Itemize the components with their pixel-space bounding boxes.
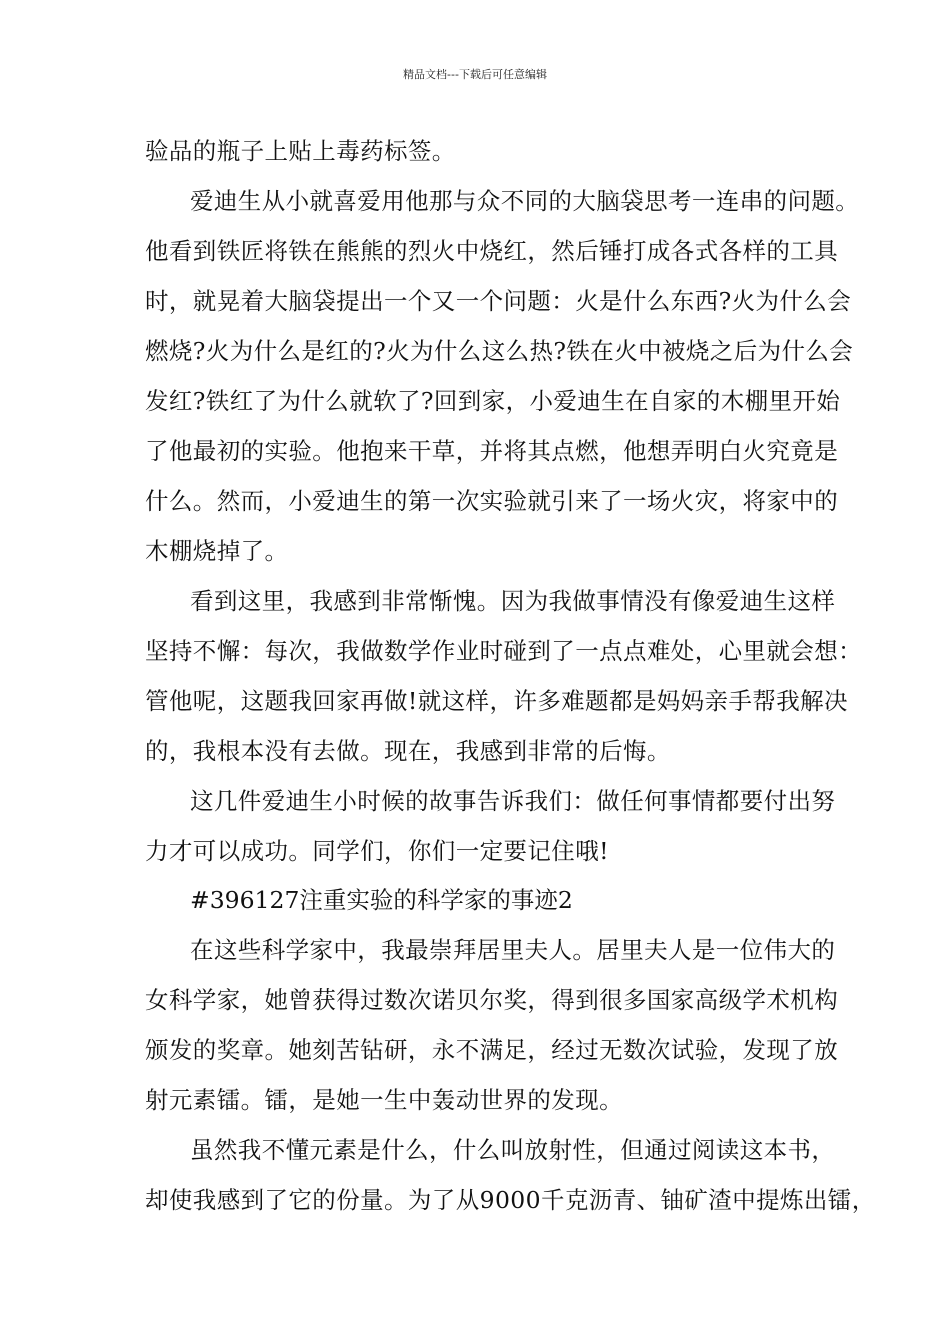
text-line: 什么。然而，小爱迪生的第一次实验就引来了一场火灾，将家中的 xyxy=(145,487,839,515)
text-line: 管他呢，这题我回家再做!就这样，许多难题都是妈妈亲手帮我解决 xyxy=(145,687,848,715)
text-line: 时，就晃着大脑袋提出一个又一个问题：火是什么东西?火为什么会 xyxy=(145,287,852,315)
text-line: 的，我根本没有去做。现在，我感到非常的后悔。 xyxy=(145,737,671,765)
text-line: 木棚烧掉了。 xyxy=(145,537,289,565)
text-line: 颁发的奖章。她刻苦钻研，永不满足，经过无数次试验，发现了放 xyxy=(145,1036,839,1064)
text-line: 却使我感到了它的份量。为了从9000千克沥青、铀矿渣中提炼出镭， xyxy=(145,1186,876,1214)
page-header: 精品文档---下载后可任意编辑 xyxy=(403,68,547,81)
text-line: 他看到铁匠将铁在熊熊的烈火中烧红，然后锤打成各式各样的工具 xyxy=(145,237,839,265)
paragraph-first-line: 虽然我不懂元素是什么，什么叫放射性，但通过阅读这本书， xyxy=(190,1136,836,1164)
paragraph-first-line: 在这些科学家中，我最崇拜居里夫人。居里夫人是一位伟大的 xyxy=(190,936,836,964)
paragraph-first-line: 看到这里，我感到非常惭愧。因为我做事情没有像爱迪生这样 xyxy=(190,587,836,615)
text-line: 女科学家，她曾获得过数次诺贝尔奖，得到很多国家高级学术机构 xyxy=(145,986,839,1014)
text-line: 射元素镭。镭，是她一生中轰动世界的发现。 xyxy=(145,1086,623,1114)
text-line: 验品的瓶子上贴上毒药标签。 xyxy=(145,137,456,165)
section-heading: #396127注重实验的科学家的事迹2 xyxy=(190,886,573,914)
text-line: 燃烧?火为什么是红的?火为什么这么热?铁在火中被烧之后为什么会 xyxy=(145,337,854,365)
text-line: 坚持不懈：每次，我做数学作业时碰到了一点点难处，心里就会想： xyxy=(145,637,862,665)
text-line: 了他最初的实验。他抱来干草，并将其点燃，他想弄明白火究竟是 xyxy=(145,437,839,465)
paragraph-first-line: 这几件爱迪生小时候的故事告诉我们：做任何事情都要付出努 xyxy=(190,787,836,815)
text-line: 力才可以成功。同学们，你们一定要记住哦! xyxy=(145,837,609,865)
text-line: 发红?铁红了为什么就软了?回到家，小爱迪生在自家的木棚里开始 xyxy=(145,387,841,415)
paragraph-first-line: 爱迪生从小就喜爱用他那与众不同的大脑袋思考一连串的问题。 xyxy=(190,187,860,215)
